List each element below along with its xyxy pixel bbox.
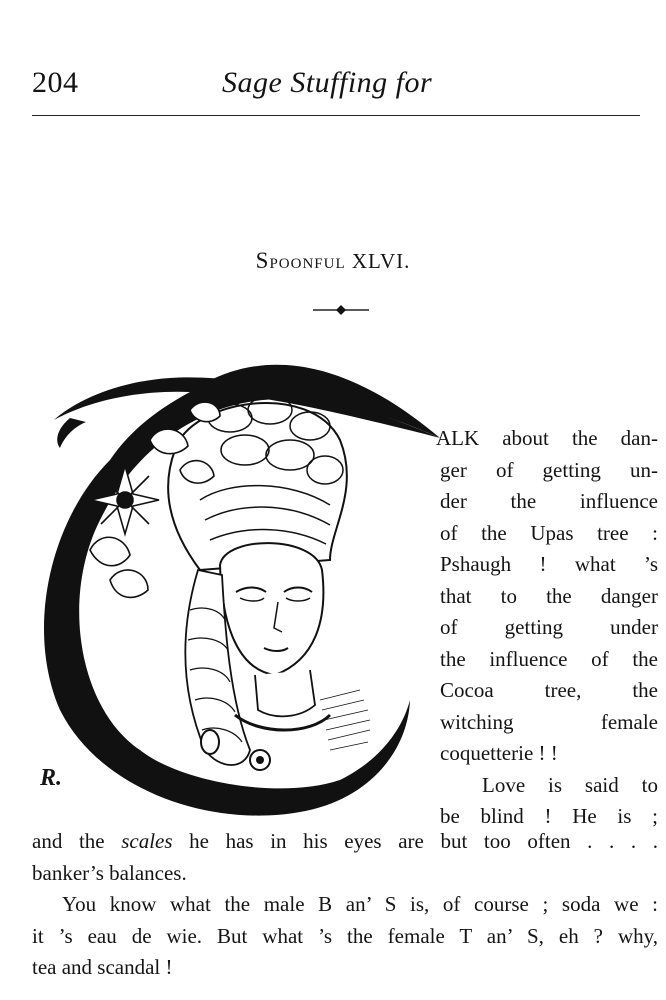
- chapter-title-numeral: XLVI.: [351, 249, 411, 273]
- text-line: coquetterie ! !: [440, 741, 558, 765]
- ornament-divider-icon: [311, 303, 371, 317]
- chapter-title-initial: S: [255, 248, 270, 273]
- wrapped-paragraphs: [436, 423, 658, 833]
- header-rule: [32, 115, 640, 116]
- text-line: banker’s balances.: [32, 860, 187, 885]
- text-line: Cocoa tree, the: [440, 678, 658, 702]
- text-line: der the influence: [440, 489, 658, 513]
- text-line: ALK about the dan-: [436, 426, 658, 450]
- emphasis-text: scales: [121, 829, 173, 853]
- page-header: [0, 0, 666, 125]
- text-line: be blind ! He is ;: [440, 804, 658, 828]
- text-line: it ’s eau de wie. But what ’s the female T an’ S, eh ? why,: [32, 923, 658, 948]
- text-run: and the: [32, 829, 122, 853]
- text-line: Pshaugh ! what ’s: [440, 552, 658, 576]
- text-line: tea and scandal !: [32, 955, 173, 979]
- text-line: of getting under: [440, 615, 658, 639]
- text-line: witching female: [440, 709, 658, 734]
- artist-monogram: R.: [40, 765, 63, 791]
- text-line: ger of getting un-: [440, 457, 658, 482]
- text-line: You know what the male B an’ S is, of course ; soda we :: [62, 892, 658, 916]
- chapter-heading: [0, 248, 666, 274]
- chapter-title-word: poonful: [269, 249, 346, 273]
- text-line: that to the danger: [440, 583, 658, 608]
- running-title: Sage Stuffing for: [222, 66, 433, 99]
- page-number: 204: [32, 66, 79, 99]
- decorated-initial-icon: [30, 330, 450, 820]
- text-line: Love is said to: [482, 772, 658, 797]
- text-line: [32, 826, 658, 858]
- text-line: of the Upas tree :: [440, 520, 658, 545]
- full-width-paragraphs: [32, 826, 658, 984]
- text-line: the influence of the: [440, 646, 658, 671]
- text-run: he has in his eyes are but too often . . . .: [172, 829, 658, 853]
